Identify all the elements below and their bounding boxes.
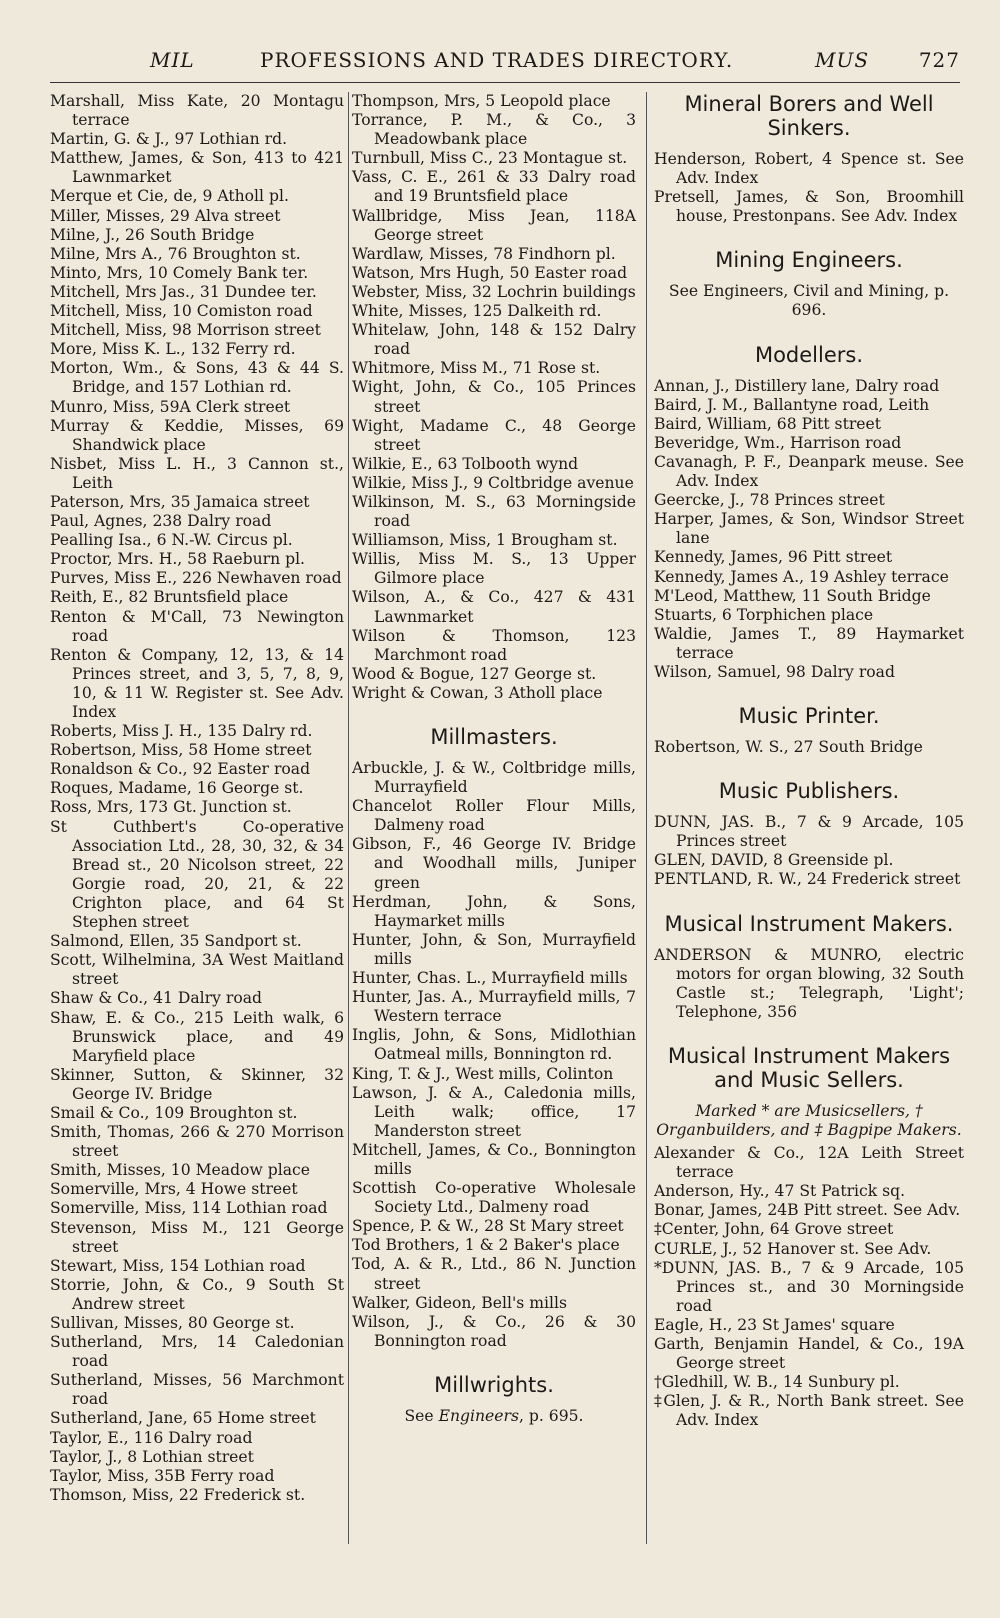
directory-entry: Mitchell, James, & Co., Bonnington mills bbox=[352, 1140, 636, 1178]
directory-entry: Robertson, W. S., 27 South Bridge bbox=[654, 738, 923, 757]
directory-entry: Somerville, Miss, 114 Lothian road bbox=[50, 1199, 328, 1218]
directory-entry: Smail & Co., 109 Broughton st. bbox=[50, 1103, 298, 1122]
directory-entry: Webster, Miss, 32 Lochrin buildings bbox=[352, 282, 636, 301]
directory-entry: Taylor, E., 116 Dalry road bbox=[50, 1428, 253, 1447]
directory-entry: Willis, Miss M. S., 13 Upper Gilmore place bbox=[352, 550, 636, 588]
directory-entry: Paterson, Mrs, 35 Jamaica street bbox=[50, 492, 310, 511]
directory-entry: CURLE, J., 52 Hanover st. See Adv. bbox=[654, 1239, 932, 1258]
directory-entry: ‡Glen, J. & R., North Bank street. See Adv. Index bbox=[654, 1392, 964, 1430]
directory-entry: Ronaldson & Co., 92 Easter road bbox=[50, 760, 311, 779]
directory-entry: Pretsell, James, & Son, Broomhill house, Prestonpans. See Adv. Index bbox=[654, 188, 964, 226]
directory-entry: Inglis, John, & Sons, Midlothian Oatmeal mills, Bonnington rd. bbox=[352, 1026, 636, 1064]
directory-entry: Spence, P. & W., 28 St Mary street bbox=[352, 1217, 624, 1236]
directory-entry: Herdman, John, & Sons, Haymarket mills bbox=[352, 892, 636, 930]
directory-entry: ANDERSON & MUNRO, electric motors for organ blowing, 32 South Castle st.; Telegraph, 'Light'; Telephone, 356 bbox=[654, 945, 964, 1021]
directory-entry: More, Miss K. L., 132 Ferry rd. bbox=[50, 340, 296, 359]
directory-entry: Shaw, E. & Co., 215 Leith walk, 6 Brunswick place, and 49 Maryfield place bbox=[50, 1008, 344, 1065]
sellers-note: Marked * are Musicsellers, † Organbuilders, and ‡ Bagpipe Makers. bbox=[656, 1101, 962, 1139]
directory-entry: Scott, Wilhelmina, 3A West Maitland street bbox=[50, 951, 344, 989]
directory-entry: Cavanagh, P. F., Deanpark meuse. See Adv. Index bbox=[654, 452, 964, 491]
section-heading-music-sellers: Musical Instrument Makers and Music Sellers. bbox=[667, 1043, 951, 1092]
directory-entry: Taylor, Miss, 35B Ferry road bbox=[50, 1466, 275, 1485]
directory-entry: Martin, G. & J., 97 Lothian rd. bbox=[50, 130, 288, 149]
directory-entry: Torrance, P. M., & Co., 3 Meadowbank place bbox=[352, 111, 636, 149]
directory-entry: Milne, Mrs A., 76 Broughton st. bbox=[50, 244, 301, 263]
directory-entry: Eagle, H., 23 St James' square bbox=[654, 1315, 895, 1334]
directory-entry: White, Misses, 125 Dalkeith rd. bbox=[352, 302, 602, 321]
directory-entry: Wight, Madame C., 48 George street bbox=[352, 416, 636, 454]
directory-entry: Thompson, Mrs, 5 Leopold place bbox=[352, 92, 611, 110]
directory-entry: Salmond, Ellen, 35 Sandport st. bbox=[50, 932, 302, 951]
directory-entry: Nisbet, Miss L. H., 3 Cannon st., Leith bbox=[50, 454, 344, 492]
section-heading-mining-engineers: Mining Engineers. bbox=[715, 248, 903, 273]
section-heading-music-publishers: Music Publishers. bbox=[718, 779, 900, 804]
header-rule bbox=[50, 82, 960, 83]
directory-entry: Wilson, J., & Co., 26 & 30 Bonnington road bbox=[352, 1312, 636, 1350]
directory-entry: Sutherland, Jane, 65 Home street bbox=[50, 1409, 316, 1428]
directory-entry: Geercke, J., 78 Princes street bbox=[654, 491, 885, 510]
directory-entry: Henderson, Robert, 4 Spence st. See Adv. Index bbox=[654, 150, 964, 188]
directory-entry: Ross, Mrs, 173 Gt. Junction st. bbox=[50, 798, 292, 817]
column-divider bbox=[348, 92, 349, 1544]
section-heading-millmasters: Millmasters. bbox=[430, 725, 558, 749]
directory-entry: Wallbridge, Miss Jean, 118A George street bbox=[352, 206, 636, 244]
directory-entry: Mitchell, Miss, 98 Morrison street bbox=[50, 321, 321, 340]
directory-entry: Hunter, John, & Son, Murrayfield mills bbox=[352, 930, 636, 968]
directory-entry: Smith, Misses, 10 Meadow place bbox=[50, 1161, 310, 1180]
directory-entry: Wilson & Thomson, 123 Marchmont road bbox=[352, 626, 636, 664]
directory-entry: Roberts, Miss J. H., 135 Dalry rd. bbox=[50, 722, 313, 741]
directory-entry: Wright & Cowan, 3 Atholl place bbox=[352, 683, 603, 702]
directory-entry: Skinner, Sutton, & Skinner, 32 George IV. Bridge bbox=[50, 1065, 344, 1103]
millwrights-note: See Engineers, p. 695. bbox=[404, 1406, 584, 1425]
directory-entry: St Cuthbert's Co-operative Association Ltd., 28, 30, 32, & 34 Bread st., 20 Nicolson street, 22 Gorgie road, 20, 21, & 22 Crighton place, and 64 St Stephen street bbox=[50, 817, 344, 932]
directory-entry: Milne, J., 26 South Bridge bbox=[50, 225, 255, 244]
directory-entry: Lawson, J. & A., Caledonia mills, Leith walk; office, 17 Manderston street bbox=[352, 1083, 636, 1140]
directory-entry: Wilkinson, M. S., 63 Morningside road bbox=[352, 492, 636, 531]
directory-entry: Purves, Miss E., 226 Newhaven road bbox=[50, 569, 342, 588]
directory-entry: Merque et Cie, de, 9 Atholl pl. bbox=[50, 187, 289, 206]
column-divider bbox=[646, 92, 647, 1544]
directory-entry: Taylor, J., 8 Lothian street bbox=[50, 1447, 254, 1466]
directory-entry: Wight, John, & Co., 105 Princes street bbox=[352, 378, 636, 416]
directory-entry: Stuarts, 6 Torphichen place bbox=[654, 605, 874, 624]
directory-entry: †Gledhill, W. B., 14 Sunbury pl. bbox=[654, 1373, 900, 1392]
column-2 bbox=[352, 92, 636, 1430]
directory-entry: Mitchell, Miss, 10 Comiston road bbox=[50, 302, 313, 321]
directory-entry: Scottish Co-operative Wholesale Society Ltd., Dalmeny road bbox=[352, 1179, 636, 1217]
directory-entry: Mitchell, Mrs Jas., 31 Dundee ter. bbox=[50, 282, 317, 301]
header-left-guide: MIL bbox=[150, 48, 195, 72]
directory-entry: Minto, Mrs, 10 Comely Bank ter. bbox=[50, 263, 309, 282]
directory-entry: ‡Center, John, 64 Grove street bbox=[654, 1220, 894, 1239]
directory-entry: Kennedy, James A., 19 Ashley terrace bbox=[654, 567, 949, 586]
directory-entry: Wardlaw, Misses, 78 Findhorn pl. bbox=[352, 244, 616, 263]
directory-entry: Garth, Benjamin Handel, & Co., 19A George street bbox=[654, 1335, 964, 1373]
column-1 bbox=[50, 92, 344, 1505]
directory-entry: Walker, Gideon, Bell's mills bbox=[352, 1293, 567, 1312]
directory-entry: Waldie, James T., 89 Haymarket terrace bbox=[654, 624, 964, 662]
directory-entry: Reith, E., 82 Bruntsfield place bbox=[50, 588, 289, 607]
directory-entry: King, T. & J., West mills, Colinton bbox=[352, 1064, 614, 1083]
section-heading-millwrights: Millwrights. bbox=[434, 1372, 554, 1397]
directory-entry: Bonar, James, 24B Pitt street. See Adv. bbox=[654, 1201, 961, 1220]
directory-entry: Hunter, Chas. L., Murrayfield mills bbox=[352, 969, 628, 988]
section-heading-music-printer: Music Printer. bbox=[738, 704, 880, 729]
directory-entry: Thomson, Miss, 22 Frederick st. bbox=[50, 1485, 306, 1504]
directory-entry: Tod, A. & R., Ltd., 86 N. Junction street bbox=[352, 1255, 636, 1293]
directory-entry: Baird, William, 68 Pitt street bbox=[654, 414, 882, 433]
directory-entry: Baird, J. M., Ballantyne road, Leith bbox=[654, 395, 930, 414]
directory-entry: Miller, Misses, 29 Alva street bbox=[50, 206, 281, 225]
directory-entry: Paul, Agnes, 238 Dalry road bbox=[50, 512, 272, 531]
directory-entry: Wilson, A., & Co., 427 & 431 Lawnmarket bbox=[352, 588, 636, 626]
directory-entry: Proctor, Mrs. H., 58 Raeburn pl. bbox=[50, 550, 306, 569]
directory-entry: Stevenson, Miss M., 121 George street bbox=[50, 1218, 344, 1256]
directory-entry: Shaw & Co., 41 Dalry road bbox=[50, 989, 263, 1008]
directory-entry: Storrie, John, & Co., 9 South St Andrew street bbox=[50, 1275, 344, 1313]
directory-entry: Marshall, Miss Kate, 20 Montagu terrace bbox=[50, 92, 344, 130]
directory-entry: Sutherland, Misses, 56 Marchmont road bbox=[50, 1371, 344, 1409]
directory-entry: Roques, Madame, 16 George st. bbox=[50, 779, 304, 798]
directory-entry: Beveridge, Wm., Harrison road bbox=[654, 433, 902, 452]
directory-entry: Vass, C. E., 261 & 33 Dalry road and 19 Bruntsfield place bbox=[352, 168, 636, 206]
directory-entry: Munro, Miss, 59A Clerk street bbox=[50, 397, 291, 416]
directory-entry: Wilson, Samuel, 98 Dalry road bbox=[654, 662, 895, 681]
directory-entry: Morton, Wm., & Sons, 43 & 44 S. Bridge, and 157 Lothian rd. bbox=[50, 359, 344, 397]
directory-entry: DUNN, JAS. B., 7 & 9 Arcade, 105 Princes street bbox=[654, 813, 964, 851]
directory-entry: Wood & Bogue, 127 George st. bbox=[352, 664, 597, 683]
directory-entry: M'Leod, Matthew, 11 South Bridge bbox=[654, 586, 931, 605]
directory-entry: GLEN, DAVID, 8 Greenside pl. bbox=[654, 851, 894, 870]
directory-entry: Wilkie, E., 63 Tolbooth wynd bbox=[352, 454, 579, 473]
directory-entry: Pealling Isa., 6 N.-W. Circus pl. bbox=[50, 531, 293, 550]
directory-entry: Wilkie, Miss J., 9 Coltbridge avenue bbox=[352, 473, 634, 492]
directory-entry: Arbuckle, J. & W., Coltbridge mills, Murrayfield bbox=[352, 759, 636, 797]
directory-entry: Smith, Thomas, 266 & 270 Morrison street bbox=[50, 1123, 344, 1161]
directory-entry: PENTLAND, R. W., 24 Frederick street bbox=[654, 870, 961, 889]
mining-note: See Engineers, Civil and Mining, p. 696. bbox=[668, 282, 950, 320]
directory-entry: *DUNN, JAS. B., 7 & 9 Arcade, 105 Princes st., and 30 Morningside road bbox=[654, 1258, 964, 1315]
directory-entry: Sutherland, Mrs, 14 Caledonian road bbox=[50, 1333, 344, 1371]
directory-entry: Gibson, F., 46 George IV. Bridge and Woodhall mills, Juniper green bbox=[352, 835, 636, 892]
directory-entry: Robertson, Miss, 58 Home street bbox=[50, 741, 312, 760]
directory-entry: Tod Brothers, 1 & 2 Baker's place bbox=[352, 1236, 620, 1255]
directory-entry: Turnbull, Miss C., 23 Montague st. bbox=[352, 149, 628, 168]
directory-entry: Somerville, Mrs, 4 Howe street bbox=[50, 1180, 298, 1199]
section-heading-modellers: Modellers. bbox=[754, 342, 864, 367]
page-header bbox=[50, 48, 960, 80]
directory-entry: Annan, J., Distillery lane, Dalry road bbox=[654, 376, 940, 395]
directory-entry: Anderson, Hy., 47 St Patrick sq. bbox=[654, 1182, 906, 1201]
column-3 bbox=[654, 92, 964, 1431]
directory-entry: Matthew, James, & Son, 413 to 421 Lawnmarket bbox=[50, 149, 344, 187]
directory-entry: Stewart, Miss, 154 Lothian road bbox=[50, 1256, 306, 1275]
header-title: PROFESSIONS AND TRADES DIRECTORY. bbox=[260, 48, 734, 72]
directory-entry: Watson, Mrs Hugh, 50 Easter road bbox=[352, 263, 628, 282]
directory-entry: Alexander & Co., 12A Leith Street terrace bbox=[654, 1144, 964, 1182]
directory-entry: Chancelot Roller Flour Mills, Dalmeny road bbox=[352, 797, 636, 835]
directory-entry: Renton & Company, 12, 13, & 14 Princes street, and 3, 5, 7, 8, 9, 10, & 11 W. Register st. See Adv. Index bbox=[50, 645, 344, 721]
page-number: 727 bbox=[918, 48, 960, 72]
directory-entry: Harper, James, & Son, Windsor Street lane bbox=[654, 510, 964, 548]
directory-entry: Whitelaw, John, 148 & 152 Dalry road bbox=[352, 321, 636, 359]
section-heading-instrument-makers: Musical Instrument Makers. bbox=[664, 911, 954, 936]
header-right-guide: MUS bbox=[815, 48, 870, 72]
directory-entry: Williamson, Miss, 1 Brougham st. bbox=[352, 531, 618, 550]
directory-entry: Kennedy, James, 96 Pitt street bbox=[654, 548, 893, 567]
directory-entry: Whitmore, Miss M., 71 Rose st. bbox=[352, 359, 601, 378]
directory-entry: Renton & M'Call, 73 Newington road bbox=[50, 607, 344, 645]
section-heading-mineral-borers: Mineral Borers and Well Sinkers. bbox=[684, 92, 934, 140]
directory-entry: Hunter, Jas. A., Murrayfield mills, 7 Western terrace bbox=[352, 988, 636, 1026]
directory-entry: Sullivan, Misses, 80 George st. bbox=[50, 1314, 295, 1332]
directory-entry: Murray & Keddie, Misses, 69 Shandwick place bbox=[50, 416, 344, 454]
